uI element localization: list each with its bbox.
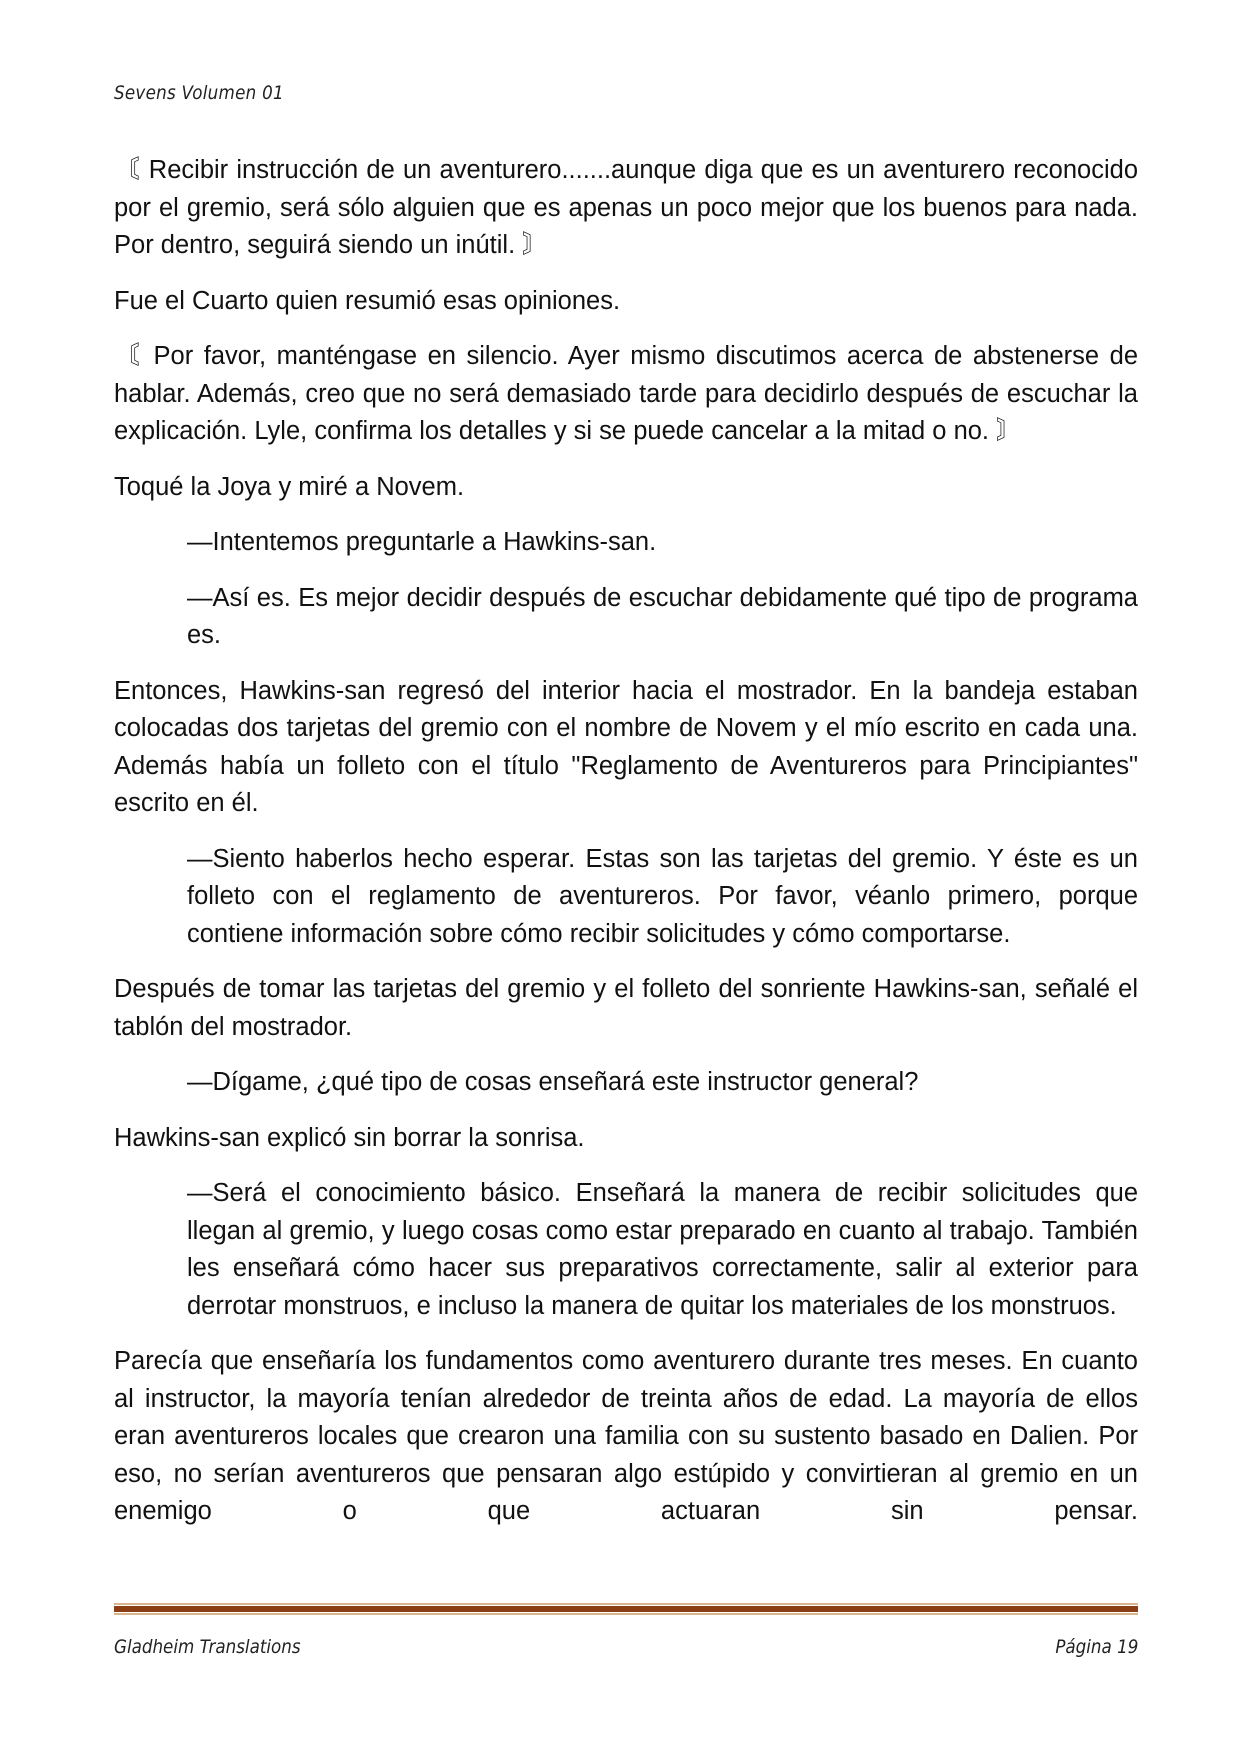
narrative-paragraph: Parecía que enseñaría los fundamentos como aventurero durante tres meses. En cuanto al instructor, la mayoría tenían alrededor de treinta años de edad. La mayoría de ellos eran aventureros locales que crearon una familia con su sustento basado en Dalien. Por eso, no serían aventureros que pensaran algo estúpido y convirtieran al gremio en un enemigo o que actuaran sin pensar. [114,1347,1138,1525]
narrative-paragraph: Hawkins-san explicó sin borrar la sonrisa. [114,1123,585,1152]
narrative-paragraph: 〘 Recibir instrucción de un aventurero.......aunque diga que es un aventurero reconocido por el gremio, será sólo alguien que es apenas un poco mejor que los buenos para nada. Por dentro, seguirá siendo un inútil. 〙 [114,156,1138,259]
page-body [114,152,1138,1549]
footer-rule [114,1603,1138,1615]
narrative-paragraph: 〘 Por favor, manténgase en silencio. Ayer mismo discutimos acerca de abstenerse de hablar. Además, creo que no será demasiado tarde para decidirlo después de escuchar la explicación. Lyle, confirma los detalles y si se puede cancelar a la mitad o no. 〙 [114,342,1138,445]
narrative-paragraph: Toqué la Joya y miré a Novem. [114,472,465,501]
running-header: Sevens Volumen 01 [114,82,284,104]
page-number: Página 19 [1054,1636,1138,1658]
dialogue-paragraph: —Así es. Es mejor decidir después de escuchar debidamente qué tipo de programa es. [187,583,1138,649]
narrative-paragraph: Fue el Cuarto quien resumió esas opiniones. [114,286,621,315]
dialogue-paragraph: —Dígame, ¿qué tipo de cosas enseñará este instructor general? [187,1068,919,1096]
narrative-paragraph: Después de tomar las tarjetas del gremio y el folleto del sonriente Hawkins-san, señalé el tablón del mostrador. [114,975,1138,1041]
dialogue-paragraph: —Será el conocimiento básico. Enseñará la manera de recibir solicitudes que llegan al gremio, y luego cosas como estar preparado en cuanto al trabajo. También les enseñará cómo hacer sus preparativos correctamente, salir al exterior para derrotar monstruos, e incluso la manera de quitar los materiales de los monstruos. [187,1179,1138,1320]
dialogue-paragraph: —Intentemos preguntarle a Hawkins-san. [187,528,657,556]
dialogue-paragraph: —Siento haberlos hecho esperar. Estas son las tarjetas del gremio. Y éste es un folleto con el reglamento de aventureros. Por favor, véanlo primero, porque contiene información sobre cómo recibir solicitudes y cómo comportarse. [187,844,1138,948]
footer-publisher: Gladheim Translations [114,1636,301,1658]
narrative-paragraph: Entonces, Hawkins-san regresó del interior hacia el mostrador. En la bandeja estaban colocadas dos tarjetas del gremio con el nombre de Novem y el mío escrito en cada una. Además había un folleto con el título "Reglamento de Aventureros para Principiantes" escrito en él. [114,676,1138,817]
